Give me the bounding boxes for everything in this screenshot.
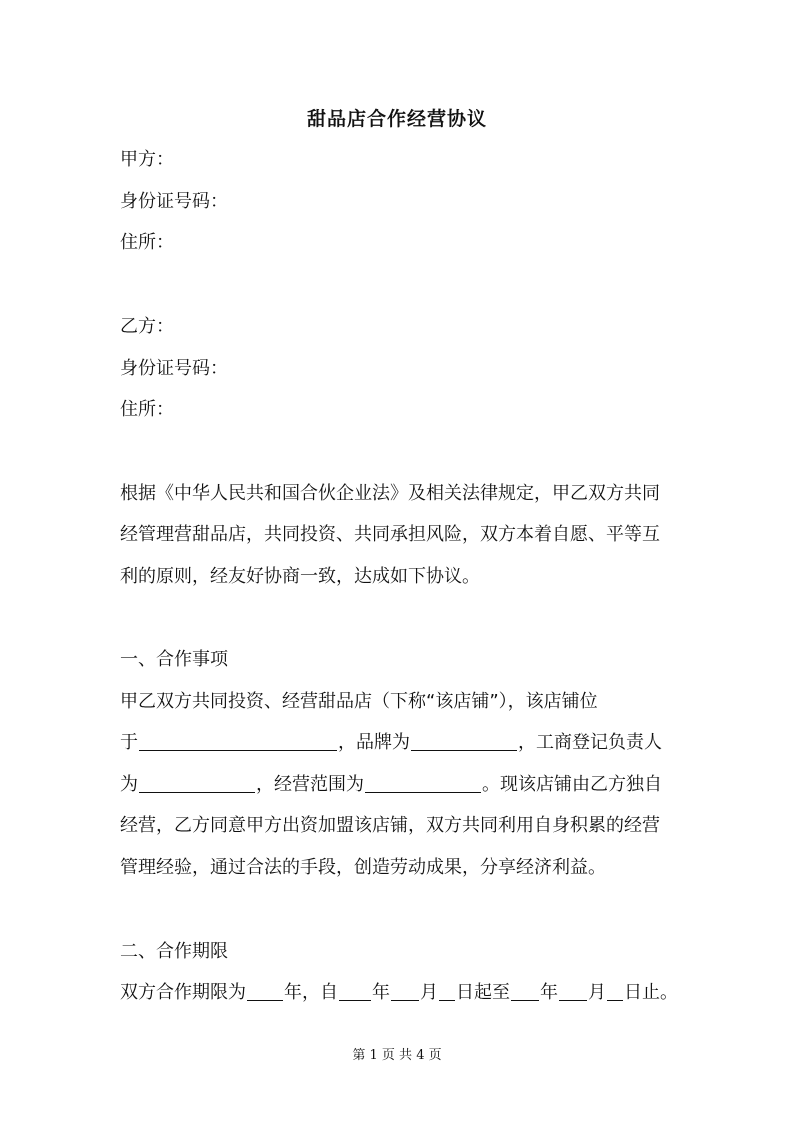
section2-text-c: 年 [372, 982, 390, 1003]
document-title: 甜品店合作经营协议 [306, 108, 487, 130]
section1-line-3-text-a: 为 [120, 774, 138, 795]
preamble-line-2: 经管理营甜品店，共同投资、共同承担风险，双方本着自愿、平等互 [120, 524, 660, 545]
party-b-address-label: 住所： [120, 399, 174, 420]
section1-line-3-text-b: ，经营范围为 [256, 774, 364, 795]
section2-text-h: 日止。 [624, 982, 678, 1003]
section1-line-5: 管理经验，通过合法的手段，创造劳动成果，分享经济利益。 [120, 857, 606, 878]
end-year-blank[interactable] [511, 982, 539, 1001]
store-address-blank[interactable] [139, 732, 337, 751]
section1-line-3-text-c: 。现该店铺由乙方独自 [482, 774, 662, 795]
section1-line-2 [120, 731, 662, 755]
registered-manager-blank[interactable] [139, 774, 255, 793]
party-a-address-label: 住所： [120, 232, 174, 253]
party-a-id-label: 身份证号码： [120, 191, 228, 212]
preamble-line-3: 利的原则，经友好协商一致，达成如下协议。 [120, 566, 480, 587]
section2-text-d: 月 [420, 982, 438, 1003]
section1-line-2-text-c: ，工商登记负责人 [518, 732, 662, 753]
business-scope-blank[interactable] [365, 774, 481, 793]
section2-text-f: 年 [540, 982, 558, 1003]
party-b-id-label: 身份证号码： [120, 358, 228, 379]
start-day-blank[interactable] [439, 982, 455, 1001]
section1-line-3 [120, 773, 662, 797]
section1-line-4: 经营，乙方同意甲方出资加盟该店铺，双方共同利用自身积累的经营 [120, 815, 660, 836]
start-year-blank[interactable] [339, 982, 371, 1001]
preamble-line-1: 根据《中华人民共和国合伙企业法》及相关法律规定，甲乙双方共同 [120, 483, 660, 504]
section2-term-line [120, 981, 678, 1005]
section2-text-a: 双方合作期限为 [120, 982, 246, 1003]
section1-line-2-text-b: ，品牌为 [338, 732, 410, 753]
section1-heading: 一、合作事项 [120, 649, 228, 670]
party-b-label: 乙方： [120, 316, 174, 337]
term-years-blank[interactable] [247, 982, 283, 1001]
brand-blank[interactable] [411, 732, 517, 751]
party-a-label: 甲方： [120, 149, 174, 170]
section2-text-b: 年，自 [284, 982, 338, 1003]
section1-line-2-text-a: 于 [120, 732, 138, 753]
section2-text-e: 日起至 [456, 982, 510, 1003]
start-month-blank[interactable] [391, 982, 419, 1001]
page-footer: 第 1 页 共 4 页 [352, 1048, 442, 1063]
section1-line-1: 甲乙双方共同投资、经营甜品店（下称“该店铺”），该店铺位 [120, 691, 598, 712]
section2-text-g: 月 [588, 982, 606, 1003]
end-day-blank[interactable] [607, 982, 623, 1001]
section2-heading: 二、合作期限 [120, 941, 228, 962]
end-month-blank[interactable] [559, 982, 587, 1001]
